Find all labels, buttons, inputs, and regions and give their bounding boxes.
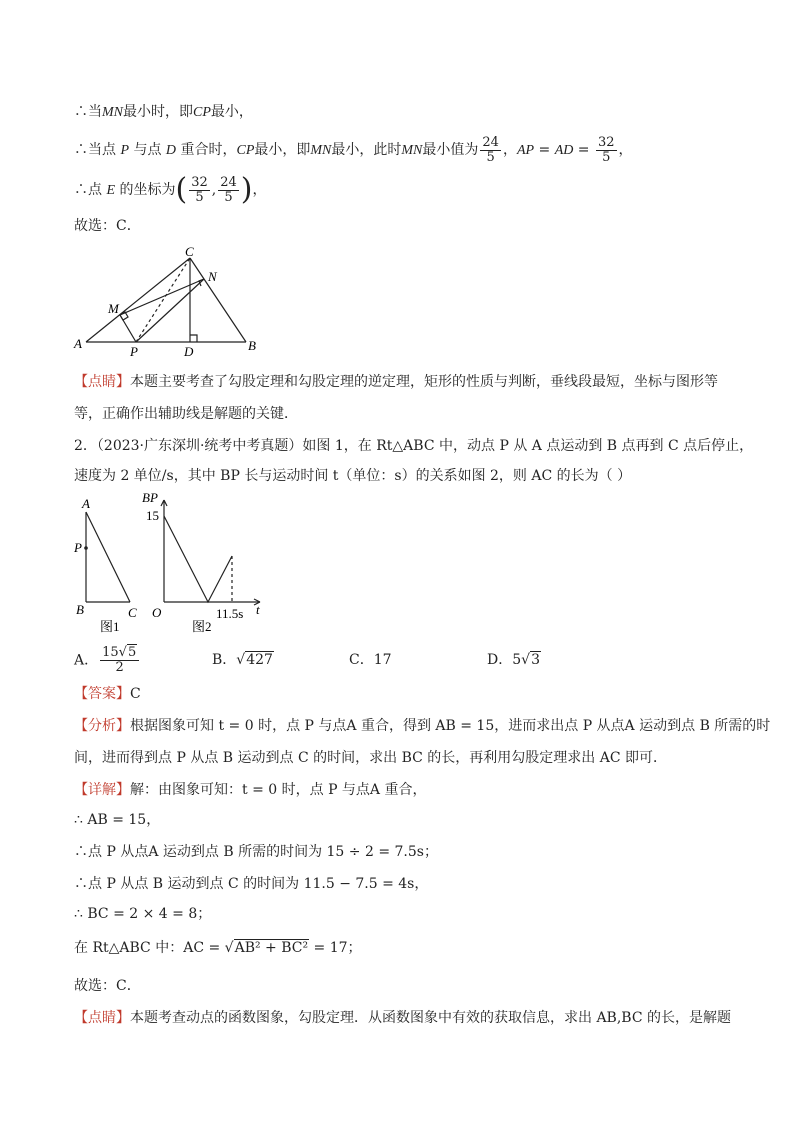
label-o: O bbox=[152, 605, 162, 620]
point-p bbox=[84, 546, 88, 550]
answer-value: C bbox=[130, 686, 141, 702]
dianjing-1-line2 bbox=[74, 404, 298, 424]
tag: 【分析】 bbox=[74, 718, 130, 734]
text: 最小， bbox=[210, 104, 253, 120]
option-b: B．√427 bbox=[212, 652, 273, 668]
fraction: $\frac{32}{5}$ bbox=[191, 174, 208, 205]
tag: 【详解】 bbox=[74, 782, 130, 798]
tick-15: 15 bbox=[146, 508, 159, 523]
side-bc bbox=[190, 258, 246, 342]
triangle-figure bbox=[70, 246, 270, 358]
fraction: $\frac{15√5}{2}$ bbox=[100, 646, 139, 675]
radicand: 427 bbox=[246, 652, 273, 668]
line-mn-min bbox=[74, 102, 253, 123]
text: ∴点 P 从点 B 运动到点 C 的时间为 11.5 − 7.5 = 4s， bbox=[74, 876, 429, 892]
line-p-d-coincide: ∴当点 P 与点 D 重合时，CP最小，即MN最小，此时MN最小值为 $\frac{24}{5}$ ，AP = AD = $\frac{32}{5}$ ， bbox=[74, 134, 633, 165]
dianjing-1-line1 bbox=[74, 372, 718, 392]
answer bbox=[74, 684, 141, 704]
label-c: C bbox=[185, 246, 194, 259]
detail-line2 bbox=[74, 810, 160, 830]
var: P bbox=[120, 143, 130, 158]
text: 重合时， bbox=[176, 142, 237, 158]
label: D． bbox=[487, 652, 513, 668]
label-c: C bbox=[128, 605, 137, 620]
fraction: $\frac{24}{5}$ bbox=[220, 174, 237, 205]
label: B． bbox=[212, 652, 237, 668]
text: ∴ BC = 2 × 4 = 8； bbox=[74, 906, 212, 922]
text: 最小值为 bbox=[422, 142, 479, 158]
text: ∴点 P 从点A 运动到点 B 所需的时间为 15 ÷ 2 = 7.5s； bbox=[74, 844, 438, 860]
text: 最小，此时 bbox=[331, 142, 402, 158]
label-a: A bbox=[82, 496, 90, 511]
dianjing-2 bbox=[74, 1008, 731, 1028]
text: 根据图象可知 t = 0 时，点 P 与点A 重合，得到 AB = 15，进而求出点 P 从点A 运动到点 B 所需的时 bbox=[130, 718, 771, 734]
line-point-e-coords: ∴点 E 的坐标为( $\frac{32}{5}$ , $\frac{24}{5}$ )， bbox=[74, 172, 267, 207]
detail-line7 bbox=[74, 976, 141, 996]
radicand: AB² + BC² bbox=[234, 940, 309, 956]
fraction: $\frac{24}{5}$ bbox=[482, 134, 499, 165]
text: 等，正确作出辅助线是解题的关键． bbox=[74, 406, 298, 422]
detail-line4 bbox=[74, 874, 428, 894]
label: C． bbox=[349, 652, 374, 668]
var: MN bbox=[310, 143, 332, 158]
var: E bbox=[106, 183, 116, 198]
right-angle-d bbox=[190, 335, 197, 342]
label: A． bbox=[74, 652, 99, 669]
text: 与点 bbox=[129, 142, 166, 158]
text: 在 Rt△ABC 中：AC = bbox=[74, 940, 225, 956]
detail-line1 bbox=[74, 780, 427, 800]
label-m: M bbox=[108, 301, 119, 316]
caption-fig1: 图1 bbox=[100, 619, 120, 634]
var: D bbox=[165, 143, 177, 158]
tag: 【点睛】 bbox=[74, 1010, 130, 1026]
line-choose-c bbox=[74, 216, 141, 236]
text: 的坐标为 bbox=[115, 182, 176, 198]
label-b: B bbox=[248, 338, 256, 353]
detail-line6: 在 Rt△ABC 中：AC = √AB² + BC² = 17； bbox=[74, 940, 362, 956]
label-a: A bbox=[74, 336, 82, 351]
caption-fig2: 图2 bbox=[192, 619, 212, 634]
question-2-line2 bbox=[74, 466, 631, 486]
side-ac bbox=[86, 258, 190, 342]
fig1-side-ac bbox=[86, 512, 130, 602]
var: AP bbox=[516, 143, 535, 158]
question-2-line1 bbox=[74, 436, 753, 456]
var: CP bbox=[193, 105, 211, 120]
question-2-figures bbox=[70, 490, 280, 638]
text: 最小时，即 bbox=[123, 104, 193, 120]
label-b: B bbox=[76, 602, 84, 617]
text: 本题考查动点的函数图象，勾股定理．从函数图象中有效的获取信息，求出 AB,BC 的长，是解题 bbox=[130, 1010, 732, 1026]
text: 故选：C． bbox=[74, 978, 141, 994]
var: MN bbox=[401, 143, 423, 158]
text: 本题主要考查了勾股定理和勾股定理的逆定理，矩形的性质与判断，垂线段最短，坐标与图形等 bbox=[130, 374, 718, 390]
label-bp: BP bbox=[142, 490, 158, 505]
segment-mn bbox=[120, 279, 204, 315]
label-p: P bbox=[130, 344, 138, 358]
fraction: $\frac{32}{5}$ bbox=[598, 134, 615, 165]
var: CP bbox=[236, 143, 255, 158]
text: = 17； bbox=[309, 940, 362, 956]
text: ∴当 bbox=[74, 104, 102, 120]
label-p: P bbox=[74, 540, 82, 555]
tag: 【答案】 bbox=[74, 686, 130, 702]
paren: ) bbox=[240, 172, 253, 207]
var: MN bbox=[102, 105, 123, 120]
paren: ( bbox=[175, 172, 188, 207]
text: ∴当点 bbox=[74, 142, 121, 158]
detail-line3 bbox=[74, 842, 438, 862]
option-d: D．5√3 bbox=[487, 652, 540, 668]
var: AD bbox=[554, 143, 574, 158]
text: 故选：C． bbox=[74, 218, 141, 234]
text: 速度为 2 单位/s，其中 BP 长与运动时间 t（单位：s）的关系如图 2，则 AC 的长为（ ） bbox=[74, 468, 632, 484]
label-n: N bbox=[208, 269, 217, 284]
option-c bbox=[349, 650, 392, 670]
text: ∴ AB = 15， bbox=[74, 812, 161, 828]
text: ∴点 bbox=[74, 182, 107, 198]
text: 2．（2023·广东深圳·统考中考真题）如图 1，在 Rt△ABC 中，动点 P 从 A 点运动到 B 点再到 C 点后停止， bbox=[74, 438, 754, 454]
label-d: D bbox=[184, 344, 194, 358]
radicand: 3 bbox=[531, 652, 540, 668]
detail-line5 bbox=[74, 904, 211, 924]
text: 间，进而得到点 P 从点 B 运动到点 C 的时间，求出 BC 的长，再利用勾股定理求出 AC 即可． bbox=[74, 750, 668, 766]
value: 17 bbox=[373, 652, 392, 668]
analysis-line2 bbox=[74, 748, 667, 768]
segment-pn bbox=[136, 279, 204, 342]
text: 最小，即 bbox=[254, 142, 311, 158]
tag: 【点睛】 bbox=[74, 374, 130, 390]
analysis-line1 bbox=[74, 716, 770, 736]
text: ， bbox=[502, 142, 517, 158]
bp-graph bbox=[164, 516, 232, 602]
tick-11-5s: 11.5s bbox=[216, 606, 244, 621]
text: 解：由图象可知：t = 0 时，点 P 与点A 重合， bbox=[130, 782, 427, 798]
option-a bbox=[74, 646, 141, 675]
label-t: t bbox=[256, 602, 260, 617]
